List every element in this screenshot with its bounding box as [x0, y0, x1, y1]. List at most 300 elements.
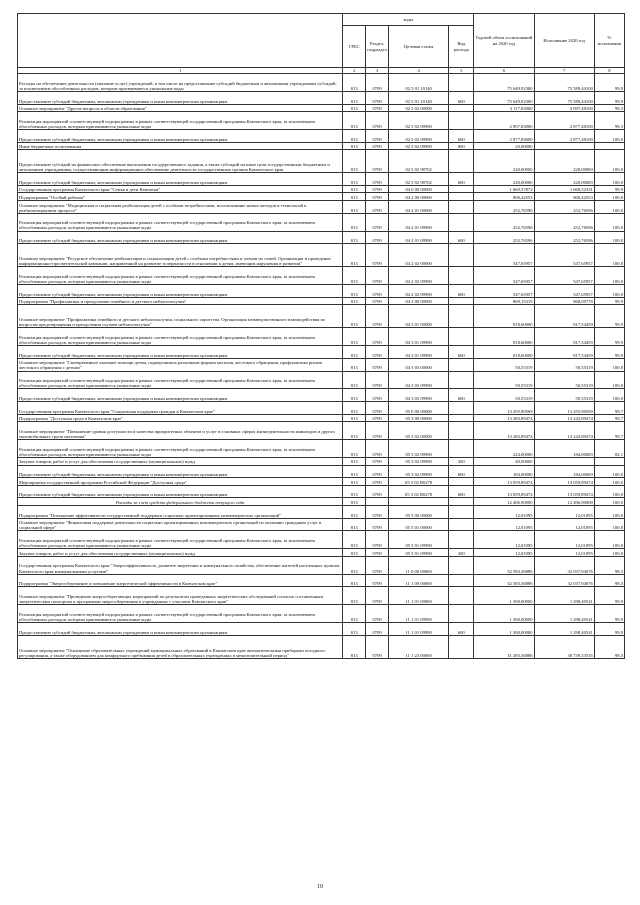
- row-target-code: 05 3 02 00000: [389, 422, 449, 440]
- row-exec: 1 668,52331: [534, 185, 594, 193]
- row-pct: 99,9: [594, 185, 624, 193]
- row-description: Основное мероприятие "Оснащение образовательных учреждений муниципальных образований в Камчатском крае автоматическими приборами погодного регулирования, а также оборудованием для комфортного пребывания детей в образовательных учреждениях в межотопительный период": [18, 635, 343, 658]
- table-row: [18, 531, 625, 549]
- row-pct: 100,0: [594, 244, 624, 267]
- row-razdel: 0709: [366, 531, 389, 549]
- row-grbs: 813: [343, 346, 366, 359]
- table-row: [18, 150, 625, 173]
- row-vid: [449, 328, 474, 346]
- header-vid: Вид расхода: [449, 26, 474, 68]
- row-razdel: 0709: [366, 422, 389, 440]
- row-vid: [449, 358, 474, 371]
- table-row: [18, 458, 625, 466]
- row-pct: 99,9: [594, 305, 624, 328]
- table-row: [18, 506, 625, 519]
- row-razdel: 0709: [366, 518, 389, 531]
- row-vid: 600: [449, 91, 474, 104]
- row-description: Основное мероприятие "Другие вопросы в области образования": [18, 104, 343, 112]
- row-vid: [449, 112, 474, 130]
- row-pct: 99,9: [594, 587, 624, 605]
- row-exec: 3 097,48100: [534, 104, 594, 112]
- row-grbs: 813: [343, 213, 366, 231]
- row-razdel: 0709: [366, 605, 389, 623]
- col-num-8: 8: [594, 68, 624, 74]
- row-plan: 75 649,92300: [474, 74, 534, 92]
- row-plan: 252,76596: [474, 213, 534, 231]
- row-exec: 12,01095: [534, 518, 594, 531]
- row-exec: 13 255,90569: [534, 402, 594, 415]
- row-plan: 818,60000: [474, 305, 534, 328]
- row-description: Реализация мероприятий соответствующей подпрограммы в рамках соответствующей государственной программы Камчатского края, за исключением обособленных расходов, которым присваиваются уникальные коды: [18, 328, 343, 346]
- row-description: Предоставление субсидий бюджетным, автономным учреждениям и иным некоммерческим организациям: [18, 623, 343, 636]
- row-exec: 75 589,44100: [534, 74, 594, 92]
- row-pct: 100,0: [594, 465, 624, 478]
- row-target-code: 04 2 02 00000: [389, 244, 449, 267]
- row-exec: 12,01095: [534, 531, 594, 549]
- row-plan: 1 669,57872: [474, 185, 534, 193]
- row-target-code: 02 5 02 98702: [389, 150, 449, 173]
- row-plan: 50,55319: [474, 389, 534, 402]
- row-exec: 50,55319: [534, 371, 594, 389]
- row-description: Предоставление субсидий бюджетным, автономным учреждениям и иным некоммерческим организациям: [18, 173, 343, 186]
- header-exec: Исполнение 2020 год: [534, 14, 594, 68]
- row-exec: 2 877,48100: [534, 112, 594, 130]
- budget-page: [17, 13, 625, 659]
- row-exec: 13 243,89474: [534, 414, 594, 422]
- table-row: [18, 414, 625, 422]
- row-exec: 817,54459: [534, 346, 594, 359]
- table-row: [18, 201, 625, 214]
- row-plan: 220,00000: [474, 173, 534, 186]
- row-razdel: 0709: [366, 328, 389, 346]
- table-row: [18, 389, 625, 402]
- row-description: Реализация мероприятий соответствующей подпрограммы в рамках соответствующей государственной программы Камчатского края, за исключением обособленных расходов, которым присваиваются уникальные коды: [18, 440, 343, 458]
- row-exec: 252,76596: [534, 231, 594, 244]
- row-pct: [594, 458, 624, 466]
- row-target-code: 05 3 02 R0270: [389, 485, 449, 498]
- row-grbs: 813: [343, 358, 366, 371]
- col-num-3: 3: [366, 68, 389, 74]
- row-pct: 99,9: [594, 328, 624, 346]
- row-exec: [534, 142, 594, 150]
- table-row: [18, 173, 625, 186]
- header-pct: % исполнения: [594, 14, 624, 68]
- row-pct: 100,0: [594, 371, 624, 389]
- row-plan: 13 295,90569: [474, 402, 534, 415]
- row-target-code: 05 3 00 00000: [389, 414, 449, 422]
- table-row: [18, 305, 625, 328]
- row-grbs: 813: [343, 574, 366, 587]
- row-razdel: 0709: [366, 104, 389, 112]
- table-row: [18, 485, 625, 498]
- row-grbs: 813: [343, 231, 366, 244]
- row-vid: 600: [449, 485, 474, 498]
- row-target-code: 05 3 02 09990: [389, 440, 449, 458]
- row-target-code: 04 2 00 00000: [389, 193, 449, 201]
- row-pct: 100,0: [594, 285, 624, 298]
- row-description: Государственная программа Камчатского края "Социальная поддержка граждан в Камчатском крае": [18, 402, 343, 415]
- row-razdel: 0709: [366, 285, 389, 298]
- row-target-code: 02 5 02 00000: [389, 104, 449, 112]
- table-row: [18, 231, 625, 244]
- row-description: Предоставление субсидий бюджетным, автономным учреждениям и иным некоммерческим организациям: [18, 465, 343, 478]
- header-target: Целевая статья: [389, 26, 449, 68]
- row-pct: 99,3: [594, 112, 624, 130]
- row-razdel: 0709: [366, 231, 389, 244]
- row-plan: 32 583,36886: [474, 574, 534, 587]
- row-grbs: 813: [343, 440, 366, 458]
- row-target-code: 04 3 03 00000: [389, 358, 449, 371]
- row-pct: 100,0: [594, 213, 624, 231]
- row-plan: 800,42553: [474, 193, 534, 201]
- table-row: [18, 422, 625, 440]
- table-row: [18, 574, 625, 587]
- row-target-code: 02 5 02 09990: [389, 130, 449, 143]
- row-grbs: 813: [343, 173, 366, 186]
- row-description: Иные бюджетные ассигнования: [18, 142, 343, 150]
- row-vid: [449, 74, 474, 92]
- table-row: [18, 267, 625, 285]
- row-plan: 13 283,89474: [474, 422, 534, 440]
- row-vid: [449, 305, 474, 328]
- row-description: Реализация мероприятий соответствующей подпрограммы в рамках соответствующей государственной программы Камчатского края, за исключением обособленных расходов, которым присваиваются уникальные коды: [18, 605, 343, 623]
- row-grbs: 813: [343, 193, 366, 201]
- row-grbs: 813: [343, 518, 366, 531]
- row-pct: 100,0: [594, 231, 624, 244]
- row-description: Подпрограмма "Профилактика и преодоление семейного и детского неблагополучия": [18, 297, 343, 305]
- row-razdel: 0709: [366, 465, 389, 478]
- row-vid: 800: [449, 142, 474, 150]
- row-target-code: 04 3 03 09990: [389, 371, 449, 389]
- row-plan: 12,01095: [474, 549, 534, 557]
- row-pct: 98,3: [594, 574, 624, 587]
- row-description: Реализация мероприятий соответствующей подпрограммы в рамках соответствующей государственной программы Камчатского края, за исключением обособленных расходов, которым присваиваются уникальные коды: [18, 371, 343, 389]
- table-row: [18, 244, 625, 267]
- table-row: [18, 185, 625, 193]
- row-description: Государственная программа Камчатского края "Семья и дети Камчатки": [18, 185, 343, 193]
- row-grbs: 813: [343, 623, 366, 636]
- row-target-code: 04 2 01 09990: [389, 231, 449, 244]
- row-description: Подпрограмма "Энергосбережение и повышение энергетической эффективности в Камчатском крае": [18, 574, 343, 587]
- row-grbs: 813: [343, 531, 366, 549]
- row-pct: 100,0: [594, 498, 624, 506]
- row-exec: 2 877,48100: [534, 130, 594, 143]
- row-pct: 100,0: [594, 193, 624, 201]
- row-description: Предоставление субсидий бюджетным, автономным учреждениям и иным некоммерческим организациям: [18, 285, 343, 298]
- row-vid: [449, 150, 474, 173]
- row-plan: 3 117,83000: [474, 104, 534, 112]
- row-vid: [449, 574, 474, 587]
- row-pct: [594, 142, 624, 150]
- row-target-code: 11 0 00 00000: [389, 556, 449, 574]
- row-plan: 13 059,89474: [474, 485, 534, 498]
- row-razdel: 0709: [366, 402, 389, 415]
- row-razdel: 0709: [366, 478, 389, 486]
- row-pct: 99,7: [594, 422, 624, 440]
- row-vid: [449, 244, 474, 267]
- row-grbs: 813: [343, 267, 366, 285]
- row-razdel: 0709: [366, 112, 389, 130]
- row-pct: 100,0: [594, 478, 624, 486]
- row-exec: 220,00000: [534, 173, 594, 186]
- row-target-code: 05 0 00 00000: [389, 402, 449, 415]
- row-vid: [449, 635, 474, 658]
- row-exec: 1 298,40541: [534, 623, 594, 636]
- row-pct: 98,3: [594, 556, 624, 574]
- row-vid: 600: [449, 285, 474, 298]
- row-target-code: 04 3 01 00000: [389, 305, 449, 328]
- row-target-code: 04 2 01 09990: [389, 213, 449, 231]
- row-exec: 868,09778: [534, 297, 594, 305]
- row-exec: 13 059,89474: [534, 478, 594, 486]
- row-target-code: 04 2 01 00000: [389, 201, 449, 214]
- row-target-code: 05 3 02 09990: [389, 465, 449, 478]
- row-grbs: 813: [343, 201, 366, 214]
- col-num-1: 1: [18, 68, 343, 74]
- header-grbs: ГРБС: [343, 26, 366, 68]
- row-razdel: 0709: [366, 193, 389, 201]
- row-description: Реализация мероприятий соответствующей подпрограммы в рамках соответствующей государственной программы Камчатского края, за исключением обособленных расходов, которым присваиваются уникальные коды: [18, 213, 343, 231]
- row-plan: 40,00000: [474, 458, 534, 466]
- row-pct: 99,3: [594, 104, 624, 112]
- row-razdel: 0709: [366, 635, 389, 658]
- row-target-code: 04 3 01 09990: [389, 328, 449, 346]
- row-plan: 869,15319: [474, 297, 534, 305]
- row-vid: [449, 422, 474, 440]
- row-target-code: 05 3 02 09990: [389, 458, 449, 466]
- row-exec: 817,54459: [534, 328, 594, 346]
- row-grbs: 813: [343, 244, 366, 267]
- table-row: [18, 358, 625, 371]
- row-exec: 547,65957: [534, 267, 594, 285]
- row-vid: 600: [449, 389, 474, 402]
- row-razdel: 0709: [366, 506, 389, 519]
- row-description: Закупка товаров, работ и услуг для обеспечения государственных (муниципальных) нужд: [18, 458, 343, 466]
- row-vid: 600: [449, 623, 474, 636]
- row-grbs: 813: [343, 371, 366, 389]
- row-target-code: 02 5 02 09990: [389, 142, 449, 150]
- table-row: [18, 130, 625, 143]
- table-row: [18, 74, 625, 92]
- row-description: Основное мероприятие "Финансовая поддержка деятельности социально ориентированных некоммерческих организаций по оказанию гражданам услуг в социальной сфере": [18, 518, 343, 531]
- row-pct: 100,0: [594, 531, 624, 549]
- row-vid: [449, 478, 474, 486]
- table-row: [18, 518, 625, 531]
- page-number: 10: [317, 884, 323, 890]
- row-grbs: 813: [343, 104, 366, 112]
- row-pct: 82,1: [594, 440, 624, 458]
- row-vid: 200: [449, 549, 474, 557]
- row-vid: 600: [449, 130, 474, 143]
- row-target-code: 11 1 23 00000: [389, 635, 449, 658]
- row-razdel: 0709: [366, 389, 389, 402]
- header-empty: [18, 14, 343, 68]
- header-plan: Годовой объем ассигнований на 2020 год: [474, 14, 534, 68]
- row-razdel: 0709: [366, 305, 389, 328]
- row-description: Закупка товаров, работ и услуг для обеспечения государственных (муниципальных) нужд: [18, 549, 343, 557]
- row-grbs: 813: [343, 414, 366, 422]
- row-description: Реализация мероприятий соответствующей подпрограммы в рамках соответствующей государственной программы Камчатского края, за исключением обособленных расходов, которым присваиваются уникальные коды: [18, 267, 343, 285]
- row-razdel: 0709: [366, 173, 389, 186]
- row-vid: [449, 414, 474, 422]
- row-vid: [449, 371, 474, 389]
- row-pct: 99,7: [594, 402, 624, 415]
- row-description: Мероприятия государственной программы Российской Федерации "Доступная среда": [18, 478, 343, 486]
- row-plan: 220,00000: [474, 150, 534, 173]
- row-razdel: 0709: [366, 91, 389, 104]
- row-vid: [449, 402, 474, 415]
- row-plan: 32 583,36886: [474, 556, 534, 574]
- row-razdel: [366, 498, 389, 506]
- row-description: Подпрограмма "Особый ребенок": [18, 193, 343, 201]
- row-target-code: 05 3 02 R0270: [389, 478, 449, 486]
- row-grbs: 813: [343, 185, 366, 193]
- row-target-code: 02 5 01 10140: [389, 91, 449, 104]
- row-grbs: 813: [343, 635, 366, 658]
- row-exec: 50,55319: [534, 358, 594, 371]
- table-row: [18, 91, 625, 104]
- row-description: Государственная программа Камчатского края "Энергоэффективность, развитие энергетики и коммунального хозяйства, обеспечение жителей населенных пунктов Камчатского края коммунальными услугами": [18, 556, 343, 574]
- row-razdel: 0709: [366, 358, 389, 371]
- row-plan: 547,65957: [474, 267, 534, 285]
- row-target-code: 05 5 01 09990: [389, 549, 449, 557]
- row-razdel: 0709: [366, 213, 389, 231]
- row-razdel: 0709: [366, 244, 389, 267]
- row-plan: 12,01095: [474, 531, 534, 549]
- table-row: [18, 635, 625, 658]
- row-description: Подпрограмма "Повышение эффективности государственной поддержки социально ориентированных некоммерческих организаций": [18, 506, 343, 519]
- row-target-code: 05 5 01 09990: [389, 531, 449, 549]
- row-razdel: 0709: [366, 440, 389, 458]
- row-plan: 1 300,00000: [474, 587, 534, 605]
- row-target-code: [389, 498, 449, 506]
- row-description: Предоставление субсидий бюджетным, автономным учреждениям и иным некоммерческим организациям: [18, 130, 343, 143]
- table-row: [18, 328, 625, 346]
- row-razdel: 0709: [366, 414, 389, 422]
- row-pct: 100,0: [594, 150, 624, 173]
- row-grbs: 813: [343, 485, 366, 498]
- row-plan: 224,00000: [474, 440, 534, 458]
- row-plan: 2 877,83000: [474, 130, 534, 143]
- table-row: [18, 142, 625, 150]
- row-vid: [449, 605, 474, 623]
- table-header: [18, 14, 625, 74]
- row-plan: 1 300,00000: [474, 623, 534, 636]
- row-plan: 75 649,92300: [474, 91, 534, 104]
- row-plan: 252,76596: [474, 231, 534, 244]
- row-description: Реализация мероприятий соответствующей подпрограммы в рамках соответствующей государственной программы Камчатского края, за исключением обособленных расходов, которым присваиваются уникальные коды: [18, 112, 343, 130]
- row-razdel: 0709: [366, 623, 389, 636]
- row-vid: 600: [449, 346, 474, 359]
- row-grbs: 813: [343, 297, 366, 305]
- row-razdel: 0709: [366, 587, 389, 605]
- table-row: [18, 587, 625, 605]
- row-razdel: 0709: [366, 150, 389, 173]
- row-pct: 100,0: [594, 130, 624, 143]
- row-target-code: 04 0 00 00000: [389, 185, 449, 193]
- row-description: Основное мероприятие "Медицинская и социальная реабилитация детей с особыми потребностями, использование новых методов и технологий в реабилитационном процессе": [18, 201, 343, 214]
- row-target-code: 02 5 02 09990: [389, 112, 449, 130]
- row-target-code: 04 2 02 09990: [389, 267, 449, 285]
- row-exec: 184,00000: [534, 465, 594, 478]
- row-pct: 100,0: [594, 358, 624, 371]
- budget-table: [17, 13, 625, 659]
- table-row: [18, 623, 625, 636]
- row-plan: 184,00000: [474, 465, 534, 478]
- row-pct: 99,9: [594, 74, 624, 92]
- row-exec: 32 037,94076: [534, 556, 594, 574]
- row-vid: [449, 498, 474, 506]
- row-exec: 547,65957: [534, 244, 594, 267]
- row-vid: [449, 104, 474, 112]
- row-pct: 99,7: [594, 414, 624, 422]
- row-exec: 75 589,44100: [534, 91, 594, 104]
- row-razdel: 0709: [366, 74, 389, 92]
- table-row: [18, 213, 625, 231]
- row-exec: 50,55319: [534, 389, 594, 402]
- row-exec: 800,42553: [534, 193, 594, 201]
- row-target-code: 04 3 03 09990: [389, 389, 449, 402]
- row-description: Предоставление субсидий бюджетным, автономным учреждениям и иным некоммерческим организациям: [18, 346, 343, 359]
- row-pct: 99,9: [594, 91, 624, 104]
- row-grbs: 813: [343, 556, 366, 574]
- row-vid: 600: [449, 173, 474, 186]
- row-description: Подпрограмма "Доступная среда в Камчатском крае": [18, 414, 343, 422]
- row-exec: 12 406,90000: [534, 498, 594, 506]
- row-grbs: 813: [343, 506, 366, 519]
- col-num-7: 7: [534, 68, 594, 74]
- row-exec: 13 243,89474: [534, 422, 594, 440]
- row-pct: 99,9: [594, 605, 624, 623]
- row-plan: 31 283,36886: [474, 635, 534, 658]
- row-pct: 99,9: [594, 346, 624, 359]
- row-target-code: 11 1 01 00000: [389, 587, 449, 605]
- row-vid: [449, 297, 474, 305]
- row-grbs: 813: [343, 498, 366, 506]
- row-pct: 99,9: [594, 623, 624, 636]
- row-pct: 98,3: [594, 635, 624, 658]
- row-target-code: 02 5 02 98702: [389, 173, 449, 186]
- row-description: Предоставление субсидий бюджетным, автономным учреждениям и иным некоммерческим организациям: [18, 485, 343, 498]
- row-grbs: 813: [343, 587, 366, 605]
- table-body: [18, 74, 625, 659]
- col-num-6: 6: [474, 68, 534, 74]
- row-pct: 100,0: [594, 173, 624, 186]
- row-razdel: 0709: [366, 130, 389, 143]
- table-row: [18, 112, 625, 130]
- row-grbs: 813: [343, 91, 366, 104]
- row-vid: [449, 556, 474, 574]
- row-target-code: 05 5 00 00000: [389, 506, 449, 519]
- row-grbs: 813: [343, 74, 366, 92]
- row-plan: 50,55319: [474, 371, 534, 389]
- row-target-code: 04 3 00 00000: [389, 297, 449, 305]
- row-razdel: 0709: [366, 371, 389, 389]
- row-pct: 99,9: [594, 297, 624, 305]
- row-exec: [534, 458, 594, 466]
- row-grbs: 813: [343, 112, 366, 130]
- row-plan: 12 406,90000: [474, 498, 534, 506]
- row-target-code: 04 2 02 09990: [389, 285, 449, 298]
- row-grbs: 813: [343, 305, 366, 328]
- row-description: Основное мероприятие "Своевременное оказание помощи детям, подвергшимся различным формам насилия, жестокого обращения, профилактика рисков жестокого обращения с детьми": [18, 358, 343, 371]
- row-pct: 100,0: [594, 201, 624, 214]
- row-plan: 13 059,89474: [474, 478, 534, 486]
- col-num-2: 2: [343, 68, 366, 74]
- row-plan: 12,01095: [474, 506, 534, 519]
- row-plan: 2 897,83000: [474, 112, 534, 130]
- header-codes: коды: [343, 14, 474, 26]
